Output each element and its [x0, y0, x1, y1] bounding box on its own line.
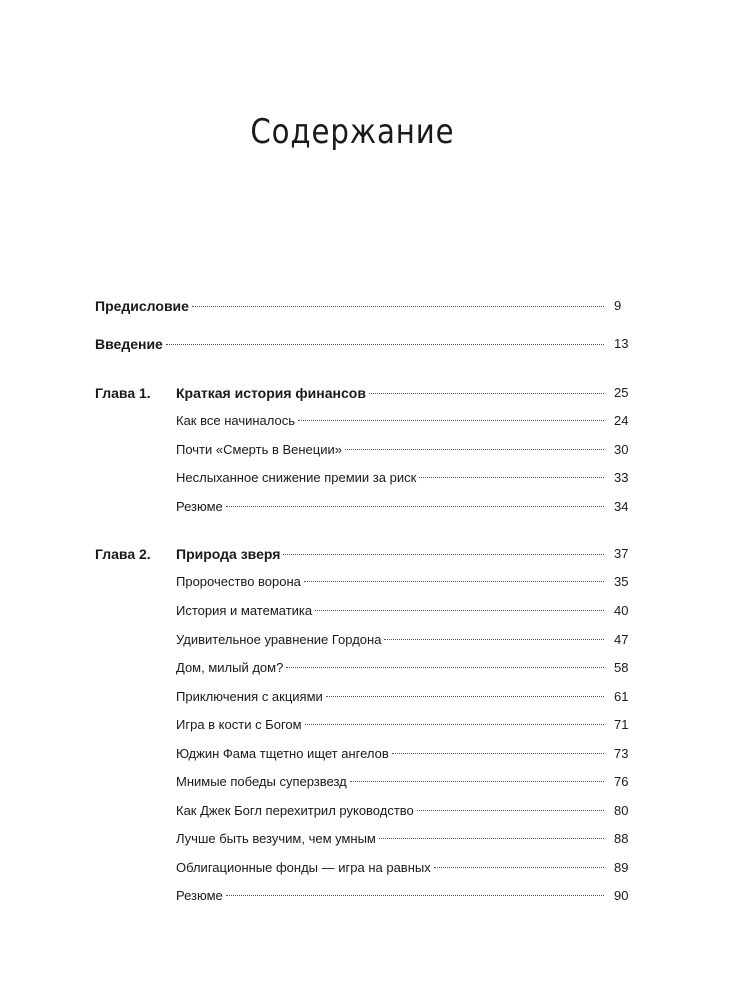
toc-entry-title: Введение — [95, 336, 163, 352]
dot-leader — [283, 554, 604, 555]
page-number: 89 — [614, 860, 629, 875]
page-number: 35 — [614, 574, 629, 589]
toc-section — [0, 496, 750, 518]
section-title: История и математика — [176, 603, 313, 618]
dot-leader — [434, 867, 604, 868]
toc-section — [0, 743, 750, 765]
page-number: 37 — [614, 546, 629, 561]
dot-leader — [326, 696, 604, 697]
section-title: Юджин Фама тщетно ищет ангелов — [176, 746, 389, 761]
dot-leader — [417, 810, 604, 811]
section-title: Неслыханное снижение премии за риск — [176, 470, 417, 485]
toc-entry-introduction — [0, 333, 750, 355]
toc-entry-preface — [0, 295, 750, 317]
page-number: 73 — [614, 746, 629, 761]
toc-section — [0, 771, 750, 793]
section-title: Как все начиналось — [176, 413, 296, 428]
page-number: 24 — [614, 413, 629, 428]
page-number: 76 — [614, 774, 629, 789]
dot-leader — [419, 477, 604, 478]
page-number: 40 — [614, 603, 629, 618]
toc-section — [0, 439, 750, 461]
page-number: 58 — [614, 660, 629, 675]
page-number: 90 — [614, 888, 629, 903]
toc-section — [0, 828, 750, 850]
section-title: Пророчество ворона — [176, 574, 301, 589]
page-number: 9 — [614, 298, 622, 313]
page-number: 34 — [614, 499, 629, 514]
dot-leader — [315, 610, 604, 611]
dot-leader — [192, 306, 604, 307]
section-title: Резюме — [176, 499, 223, 514]
chapter-label: Глава 1. — [95, 385, 151, 401]
dot-leader — [384, 639, 604, 640]
toc-section — [0, 571, 750, 593]
chapter-title: Природа зверя — [176, 546, 281, 562]
section-title: Резюме — [176, 888, 223, 903]
section-title: Приключения с акциями — [176, 689, 323, 704]
dot-leader — [350, 781, 604, 782]
toc-section — [0, 686, 750, 708]
page-number: 13 — [614, 336, 629, 351]
dot-leader — [166, 344, 604, 345]
toc-section — [0, 410, 750, 432]
toc-section — [0, 800, 750, 822]
page-number: 88 — [614, 831, 629, 846]
toc-section — [0, 657, 750, 679]
toc-section — [0, 467, 750, 489]
page-number: 61 — [614, 689, 629, 704]
dot-leader — [305, 724, 604, 725]
toc-section — [0, 714, 750, 736]
dot-leader — [226, 895, 604, 896]
dot-leader — [304, 581, 604, 582]
dot-leader — [379, 838, 604, 839]
dot-leader — [286, 667, 604, 668]
chapter-label: Глава 2. — [95, 546, 151, 562]
toc-section — [0, 629, 750, 651]
section-title: Удивительное уравнение Гордона — [176, 632, 382, 647]
toc-chapter-1 — [0, 382, 750, 404]
page-number: 25 — [614, 385, 629, 400]
section-title: Облигационные фонды — игра на равных — [176, 860, 431, 875]
section-title: Как Джек Богл перехитрил руководство — [176, 803, 414, 818]
toc-chapter-2 — [0, 543, 750, 565]
section-title: Лучше быть везучим, чем умным — [176, 831, 376, 846]
toc-section — [0, 885, 750, 907]
section-title: Игра в кости с Богом — [176, 717, 302, 732]
page-number: 47 — [614, 632, 629, 647]
toc-section — [0, 600, 750, 622]
dot-leader — [345, 449, 604, 450]
toc-entry-title: Предисловие — [95, 298, 189, 314]
page-number: 30 — [614, 442, 629, 457]
dot-leader — [298, 420, 604, 421]
page-number: 71 — [614, 717, 629, 732]
dot-leader — [392, 753, 604, 754]
toc-section — [0, 857, 750, 879]
section-title: Дом, милый дом? — [176, 660, 284, 675]
page-title: Содержание — [250, 112, 455, 152]
section-title: Почти «Смерть в Венеции» — [176, 442, 342, 457]
dot-leader — [369, 393, 604, 394]
section-title: Мнимые победы суперзвезд — [176, 774, 347, 789]
chapter-title: Краткая история финансов — [176, 385, 366, 401]
page-number: 80 — [614, 803, 629, 818]
page-number: 33 — [614, 470, 629, 485]
dot-leader — [226, 506, 604, 507]
